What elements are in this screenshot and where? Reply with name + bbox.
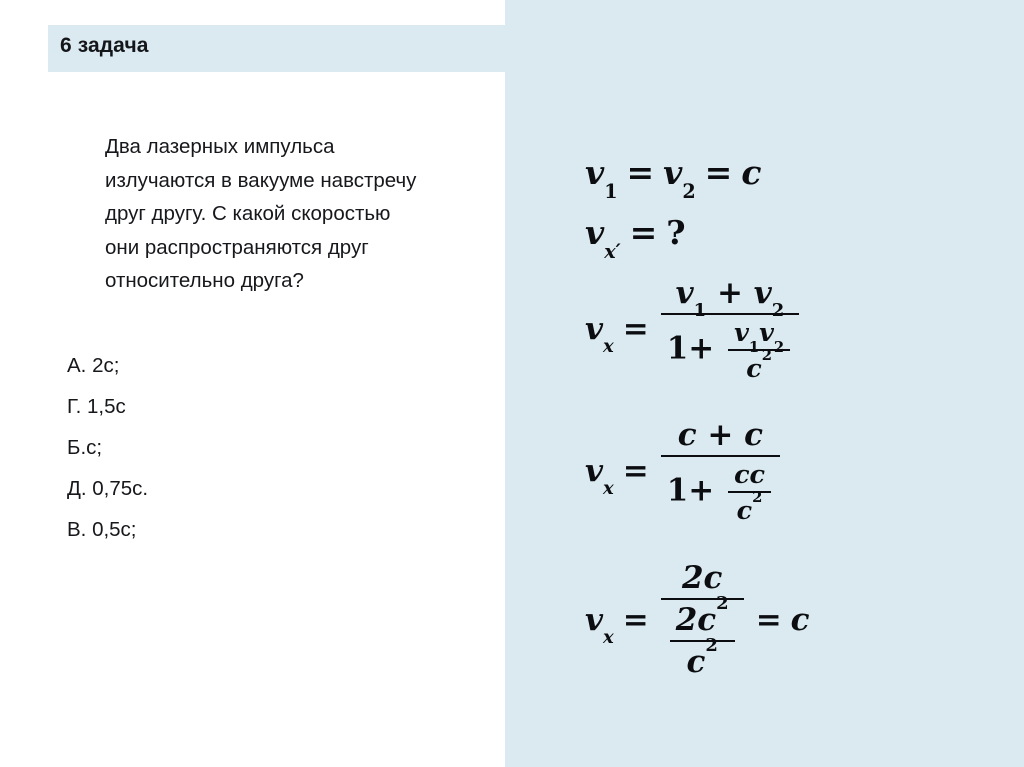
formula-answer-c: c <box>790 602 810 638</box>
fraction-nested <box>728 459 771 525</box>
formula-term-vx: $v_x$ <box>585 311 614 357</box>
fraction-main <box>661 417 780 525</box>
formula-velocity-addition-result <box>585 560 810 680</box>
equals-sign: = <box>622 602 649 638</box>
equals-sign: = <box>629 213 658 252</box>
fraction-denominator: $c^2$ <box>728 349 790 383</box>
fraction-nested <box>670 593 735 680</box>
fraction-denominator: $c^2$ <box>670 640 735 680</box>
formula-velocity-addition-substituted <box>585 417 783 525</box>
fraction-main <box>661 275 799 383</box>
list-item[interactable]: Д. 0,75с. <box>67 477 149 500</box>
fraction-numerator: $2c^2$ <box>675 593 729 638</box>
equals-sign: = <box>622 453 649 489</box>
fraction-denominator: $c^2$ <box>728 491 771 525</box>
equals-sign: = <box>626 153 655 192</box>
fraction-main <box>661 560 744 680</box>
equals-sign: = <box>755 602 782 638</box>
formula-unknown-velocity <box>585 213 686 263</box>
content-column <box>0 0 505 767</box>
formula-term-c: c <box>741 153 762 192</box>
formula-given-velocities <box>585 153 762 203</box>
question-text: Два лазерных импульса излучаются в вакууме навстречу друг другу. С какой скоростью они распространяются друг относительно друга? <box>105 135 417 292</box>
fraction-numerator: $v_1 + v_2$ <box>675 275 785 321</box>
answer-options-list <box>67 345 467 550</box>
formula-term-v1: $v_1$ <box>585 153 618 203</box>
fraction-nested <box>728 317 790 383</box>
list-item[interactable]: А. 2с; <box>67 354 120 377</box>
equals-sign: = <box>622 311 649 347</box>
list-item[interactable]: Б.с; <box>67 436 103 459</box>
formula-term-v2: $v_2$ <box>663 153 696 203</box>
formula-term-vx: $v_x$ <box>585 602 614 648</box>
equals-sign: = <box>704 153 733 192</box>
fraction-numerator: cc <box>734 459 766 489</box>
list-item[interactable]: В. 0,5с; <box>67 518 137 541</box>
fraction-denominator: 1+ $\frac{v_1v_2}{c^2}$ <box>661 313 799 383</box>
fraction-numerator: c + c <box>677 417 764 453</box>
page-title: 6 задача <box>60 34 149 57</box>
formula-term-vx: $v_x$ <box>585 453 614 499</box>
question-mark: ? <box>666 213 686 252</box>
fraction-numerator: 2c <box>681 560 723 596</box>
fraction-numerator: $v_1v_2$ <box>734 317 785 356</box>
formula-velocity-addition-general <box>585 275 802 383</box>
list-item[interactable]: Г. 1,5с <box>67 395 126 418</box>
fraction-denominator: 1+ $\frac{cc}{c^2}$ <box>661 455 780 525</box>
formula-term-vx-prime: $v_{x'}$ <box>585 213 621 263</box>
fraction-denominator <box>661 593 744 680</box>
